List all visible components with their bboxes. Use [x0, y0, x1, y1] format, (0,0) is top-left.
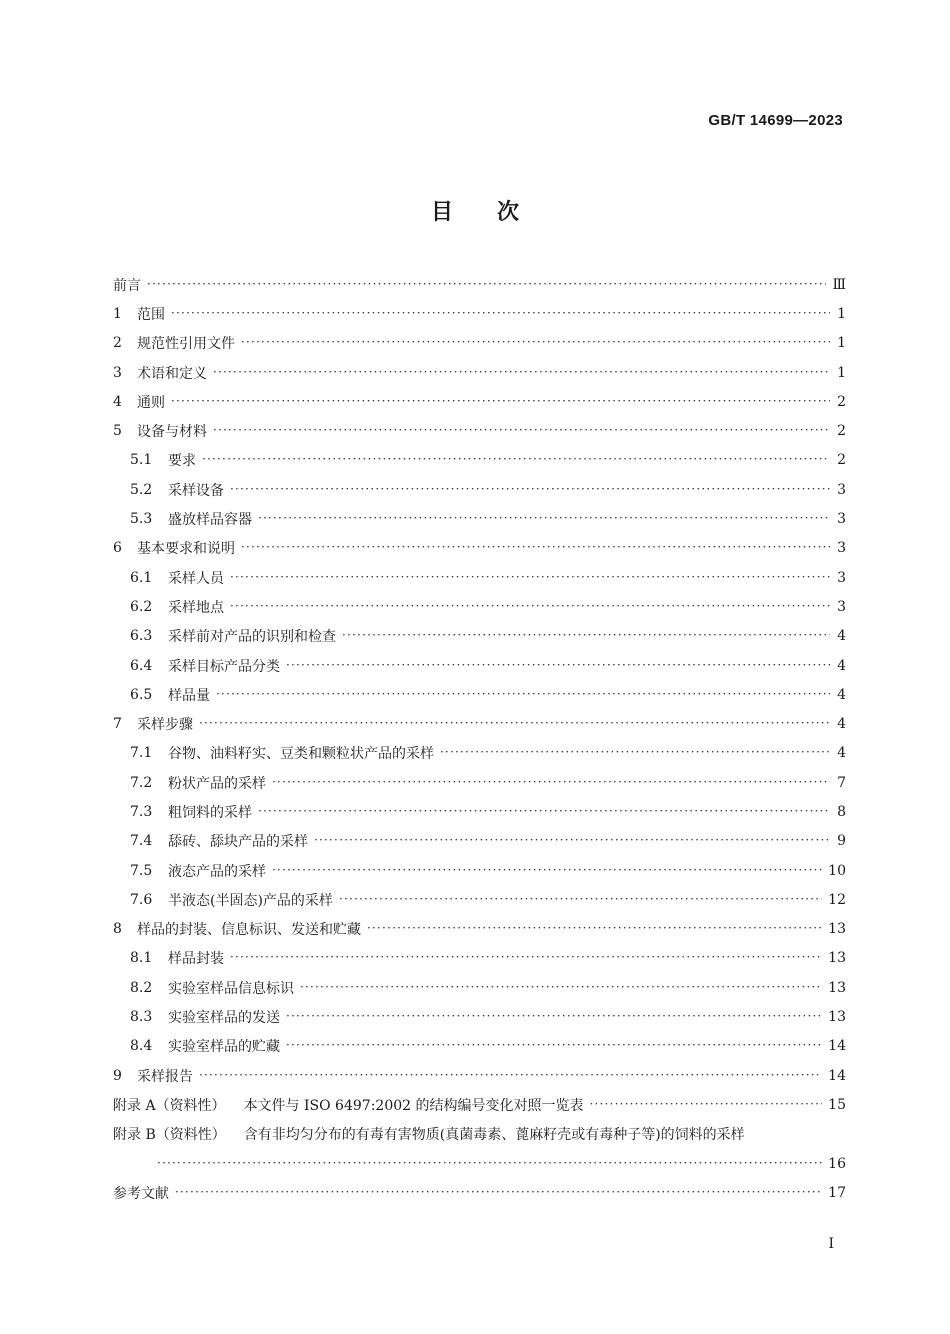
toc-entry-number: 7: [113, 716, 122, 733]
toc-leader-dots: [440, 746, 830, 760]
toc-entry-title: 通则: [137, 394, 165, 411]
toc-entry-title: 实验室样品的发送: [168, 1010, 280, 1027]
toc-entry-page: 14: [828, 1067, 846, 1084]
toc-entry-number: 6.4: [130, 657, 153, 674]
toc-entry[interactable]: [113, 944, 846, 973]
toc-leader-dots: [286, 1010, 822, 1024]
toc-entry-number: 7.6: [130, 891, 153, 908]
toc-entry-page: 2: [837, 423, 846, 440]
toc-entry[interactable]: [113, 973, 846, 1002]
toc-entry-title: 谷物、油料籽实、豆类和颗粒状产品的采样: [168, 746, 434, 763]
toc-leader-dots: [171, 307, 830, 321]
toc-entry-title: 采样步骤: [137, 717, 193, 734]
toc-entry-number: 5.1: [130, 452, 153, 469]
toc-leader-dots: [241, 336, 830, 350]
toc-entry-page: 2: [837, 452, 846, 469]
toc-leader-dots: [230, 571, 830, 585]
toc-leader-dots: [199, 1069, 822, 1083]
toc-leader-dots: [272, 776, 830, 790]
toc-leader-dots: [230, 951, 822, 965]
toc-entry-page: 13: [828, 921, 846, 938]
toc-entry-number: 9: [113, 1067, 122, 1084]
toc-entry-page: 17: [828, 1184, 846, 1201]
toc-leader-dots: [272, 864, 822, 878]
toc-entry-page: 1: [837, 305, 846, 322]
toc-entry-title: 粗饲料的采样: [168, 804, 252, 821]
toc-entry-number: 6.5: [130, 686, 153, 703]
toc-leader-dots: [314, 834, 830, 848]
toc-entry-number: 7.3: [130, 803, 153, 820]
toc-entry-page: 15: [828, 1096, 846, 1113]
toc-leader-dots: [230, 483, 830, 497]
toc-entry-appendix-b-continuation[interactable]: [113, 1149, 846, 1178]
toc-main-entries: [113, 270, 846, 1090]
toc-entry[interactable]: [113, 709, 846, 738]
toc-entry[interactable]: [113, 680, 846, 709]
toc-entry-page: 13: [828, 950, 846, 967]
toc-entry[interactable]: [113, 446, 846, 475]
toc-entry-title: 采样地点: [168, 599, 224, 616]
toc-entry-page: 3: [837, 481, 846, 498]
toc-leader-dots: [147, 278, 826, 292]
toc-entry-number: 8.1: [130, 950, 153, 967]
toc-entry-number: 8.3: [130, 1009, 153, 1026]
toc-entry[interactable]: [113, 827, 846, 856]
toc-entry-appendix-b[interactable]: [113, 1120, 846, 1149]
toc-entry-appendix-a[interactable]: [113, 1090, 846, 1119]
toc-entry-number: 6.1: [130, 569, 153, 586]
toc-entry-number: 8.2: [130, 979, 153, 996]
toc-leader-dots: [342, 629, 830, 643]
toc-leader-dots: [590, 1098, 823, 1112]
toc-entry-title: 采样人员: [168, 570, 224, 587]
toc-entry-number: 2: [113, 335, 122, 352]
toc-entry[interactable]: [113, 387, 846, 416]
toc-entry-page: 14: [828, 1038, 846, 1055]
toc-leader-dots: [230, 600, 830, 614]
toc-entry-title: 设备与材料: [137, 424, 207, 441]
toc-entry-page: 4: [837, 686, 846, 703]
toc-entry[interactable]: [113, 856, 846, 885]
toc-entry[interactable]: [113, 358, 846, 387]
toc-leader-dots: [171, 395, 830, 409]
toc-entry-number: 4: [113, 393, 122, 410]
toc-entry-title: 采样目标产品分类: [168, 658, 280, 675]
toc-entry[interactable]: [113, 504, 846, 533]
toc-entry-page: 12: [828, 891, 846, 908]
toc-entry-title: 基本要求和说明: [137, 541, 235, 558]
page-title: [0, 195, 950, 226]
toc-entry[interactable]: [113, 885, 846, 914]
toc-entry-page: 1: [837, 335, 846, 352]
page-title-part2: 次: [497, 200, 520, 225]
toc-entry-title: 样品封装: [168, 951, 224, 968]
toc-entry-title: 术语和定义: [137, 365, 207, 382]
toc-entry-title: 舔砖、舔块产品的采样: [168, 834, 308, 851]
toc-entry-page: 16: [828, 1155, 846, 1172]
toc-entry-page: 4: [837, 657, 846, 674]
toc-entry-number: 3: [113, 364, 122, 381]
toc-entry-title: 液态产品的采样: [168, 863, 266, 880]
toc-entry[interactable]: [113, 329, 846, 358]
toc-entry-page: 4: [837, 745, 846, 762]
toc-entry-number: 7.5: [130, 862, 153, 879]
toc-entry-number: 5.2: [130, 481, 153, 498]
toc-entry-title: 盛放样品容器: [168, 512, 252, 529]
toc-entry-page: 2: [837, 393, 846, 410]
toc-entry-number: 6: [113, 540, 122, 557]
toc-entry[interactable]: [113, 797, 846, 826]
toc-entry-title: 样品量: [168, 687, 210, 704]
toc-entry-title: 本文件与 ISO 6497:2002 的结构编号变化对照一览表: [243, 1097, 584, 1114]
toc-entry-number: 7.4: [130, 833, 153, 850]
toc-entry-number: 6.2: [130, 598, 153, 615]
toc-entry-title: 样品的封装、信息标识、发送和贮藏: [137, 922, 361, 939]
toc-entry-title: 规范性引用文件: [137, 336, 235, 353]
toc-entry[interactable]: [113, 592, 846, 621]
toc-entry-page: 9: [837, 833, 846, 850]
toc-entry-title: 实验室样品的贮藏: [168, 1039, 280, 1056]
toc-entry-page: 3: [837, 569, 846, 586]
toc-leader-dots: [241, 541, 830, 555]
toc-entry-number: 5: [113, 423, 122, 440]
toc-entry-title: 范围: [137, 306, 165, 323]
toc-entry[interactable]: [113, 1061, 846, 1090]
toc-leader-dots: [213, 424, 830, 438]
toc-leader-dots: [300, 981, 822, 995]
toc-entry[interactable]: [113, 270, 846, 299]
toc-entry-page: 13: [828, 1009, 846, 1026]
toc-entry[interactable]: [113, 622, 846, 651]
toc-entry[interactable]: [113, 768, 846, 797]
toc-entry-label: 附录 A（资料性）: [113, 1097, 226, 1114]
toc-entry[interactable]: [113, 563, 846, 592]
toc-entry[interactable]: [113, 739, 846, 768]
toc-entry-page: 8: [837, 803, 846, 820]
page-number: I: [828, 1236, 834, 1252]
toc-entry-title: 实验室样品信息标识: [168, 980, 294, 997]
toc-entry-page: 3: [837, 511, 846, 528]
standard-code: GB/T 14699—2023: [708, 112, 843, 129]
toc-leader-dots: [216, 688, 830, 702]
toc-entry[interactable]: [113, 534, 846, 563]
toc-entry[interactable]: [113, 1032, 846, 1061]
toc-entry-title: 含有非均匀分布的有毒有害物质(真菌毒素、蓖麻籽壳或有毒种子等)的饲料的采样: [243, 1127, 745, 1144]
toc-entry-number: 1: [113, 305, 122, 322]
toc-entry-title: 采样前对产品的识别和检查: [168, 629, 336, 646]
toc-entry-page: Ⅲ: [832, 276, 846, 293]
toc-entry-references[interactable]: [113, 1178, 846, 1207]
toc-entry-number: 5.3: [130, 511, 153, 528]
toc-entry-title: 前言: [113, 277, 141, 294]
toc-entry-title: 粉状产品的采样: [168, 775, 266, 792]
toc-leader-dots: [199, 717, 830, 731]
toc-leader-dots: [202, 453, 830, 467]
toc-entry[interactable]: [113, 299, 846, 328]
toc-entry-number: 7.2: [130, 774, 153, 791]
toc-entry-page: 3: [837, 540, 846, 557]
toc-leader-dots: [286, 659, 830, 673]
toc-entry-page: 7: [837, 774, 846, 791]
toc-leader-dots: [286, 1039, 822, 1053]
toc-entry-title: 采样报告: [137, 1068, 193, 1085]
toc-entry-number: 8: [113, 921, 122, 938]
toc-entry-label: 附录 B（资料性）: [113, 1127, 226, 1144]
toc-entry-number: 6.3: [130, 628, 153, 645]
toc-entry-page: 3: [837, 598, 846, 615]
toc-entry-number: 8.4: [130, 1038, 153, 1055]
toc-entry-page: 4: [837, 716, 846, 733]
toc-entry-title: 参考文献: [113, 1185, 169, 1202]
toc-leader-dots: [175, 1186, 822, 1200]
toc-entry-title: 采样设备: [168, 482, 224, 499]
toc-entry-title: 半液态(半固态)产品的采样: [168, 892, 333, 909]
toc-leader-dots: [213, 366, 830, 380]
toc-entry-title: 要求: [168, 453, 196, 470]
toc-entry[interactable]: [113, 1002, 846, 1031]
toc-leader-dots: [258, 512, 830, 526]
toc-entry-page: 1: [837, 364, 846, 381]
toc-leader-dots: [258, 805, 830, 819]
toc-entry-page: 4: [837, 628, 846, 645]
page-title-part1: 目: [430, 200, 453, 225]
toc-entry[interactable]: [113, 475, 846, 504]
table-of-contents: [113, 270, 846, 1208]
toc-entry-number: 7.1: [130, 745, 153, 762]
toc-entry-page: 13: [828, 979, 846, 996]
toc-leader-dots: [339, 893, 822, 907]
toc-leader-dots: [367, 922, 822, 936]
toc-entry[interactable]: [113, 915, 846, 944]
toc-entry-page: 10: [828, 862, 846, 879]
toc-leader-dots: [157, 1157, 822, 1171]
toc-entry[interactable]: [113, 416, 846, 445]
toc-entry[interactable]: [113, 651, 846, 680]
